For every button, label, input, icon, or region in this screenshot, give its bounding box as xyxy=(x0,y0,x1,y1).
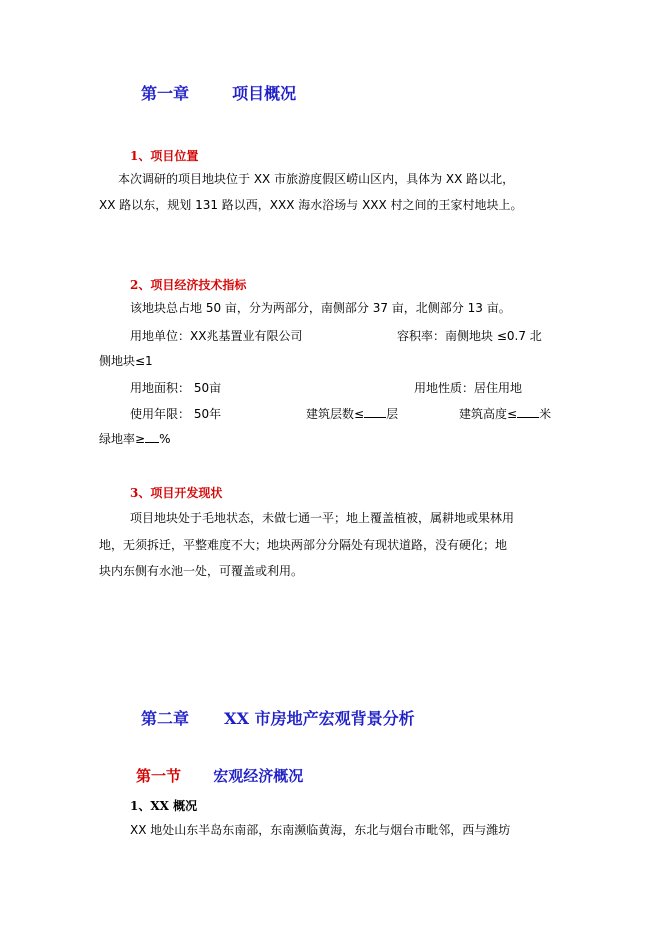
subsection-line-1: XX 地处山东半岛东南部，东南濒临黄海，东北与烟台市毗邻，西与潍坊 xyxy=(130,823,511,837)
green-rate-unit: % xyxy=(159,432,171,446)
chapter-2-number: 第二章 xyxy=(141,709,190,728)
land-area: 用地面积： 50亩 xyxy=(130,381,222,395)
section-2-line-1: 该地块总占地 50 亩，分为两部分，南侧部分 37 亩，北侧部分 13 亩。 xyxy=(130,301,511,315)
usage-years: 使用年限： 50年 xyxy=(130,407,222,421)
building-floors-label: 建筑层数≤ xyxy=(306,407,365,421)
land-unit: 用地单位：XX兆基置业有限公司 xyxy=(130,329,303,343)
far-north: 侧地块≤1 xyxy=(99,354,153,368)
section-1-heading: 1、项目位置 xyxy=(130,149,199,163)
building-floors xyxy=(306,406,398,422)
section-2-heading: 2、项目经济技术指标 xyxy=(130,278,247,292)
section-3-heading: 3、项目开发现状 xyxy=(130,486,223,500)
chapter-2-title: XX 市房地产宏观背景分析 xyxy=(224,709,415,728)
chapter-2-heading xyxy=(141,706,415,729)
section-title: 宏观经济概况 xyxy=(213,767,304,785)
section-number: 第一节 xyxy=(136,767,182,785)
section-3-line-2: 地，无须拆迁，平整难度不大；地块两部分分隔处有现状道路，没有硬化；地 xyxy=(99,538,508,552)
section-3-line-3: 块内东侧有水池一处，可覆盖或利用。 xyxy=(99,564,304,578)
building-floors-unit: 层 xyxy=(386,407,399,421)
green-rate xyxy=(99,431,170,447)
chapter-1-number: 第一章 xyxy=(141,84,190,103)
section-1-line-1: 本次调研的项目地块位于 XX 市旅游度假区崂山区内，具体为 XX 路以北， xyxy=(118,172,515,186)
far-south: 容积率：南侧地块 ≤0.7 北 xyxy=(397,329,542,343)
section-heading xyxy=(136,765,303,786)
green-rate-blank xyxy=(145,431,159,443)
chapter-1-heading xyxy=(141,81,296,104)
building-floors-blank xyxy=(364,406,386,418)
land-nature: 用地性质：居住用地 xyxy=(414,381,523,395)
building-height-unit: 米 xyxy=(539,407,552,421)
subsection-heading: 1、XX 概况 xyxy=(130,799,198,813)
building-height-label: 建筑高度≤ xyxy=(459,407,518,421)
green-rate-label: 绿地率≥ xyxy=(99,432,146,446)
building-height-blank xyxy=(517,406,539,418)
chapter-1-title: 项目概况 xyxy=(232,84,297,103)
section-1-line-2: XX 路以东，规划 131 路以西，XXX 海水浴场与 XXX 村之间的王家村地块上。 xyxy=(99,198,523,212)
section-3-line-1: 项目地块处于毛地状态，未做七通一平；地上覆盖植被，属耕地或果林用 xyxy=(130,511,515,525)
building-height xyxy=(459,406,551,422)
